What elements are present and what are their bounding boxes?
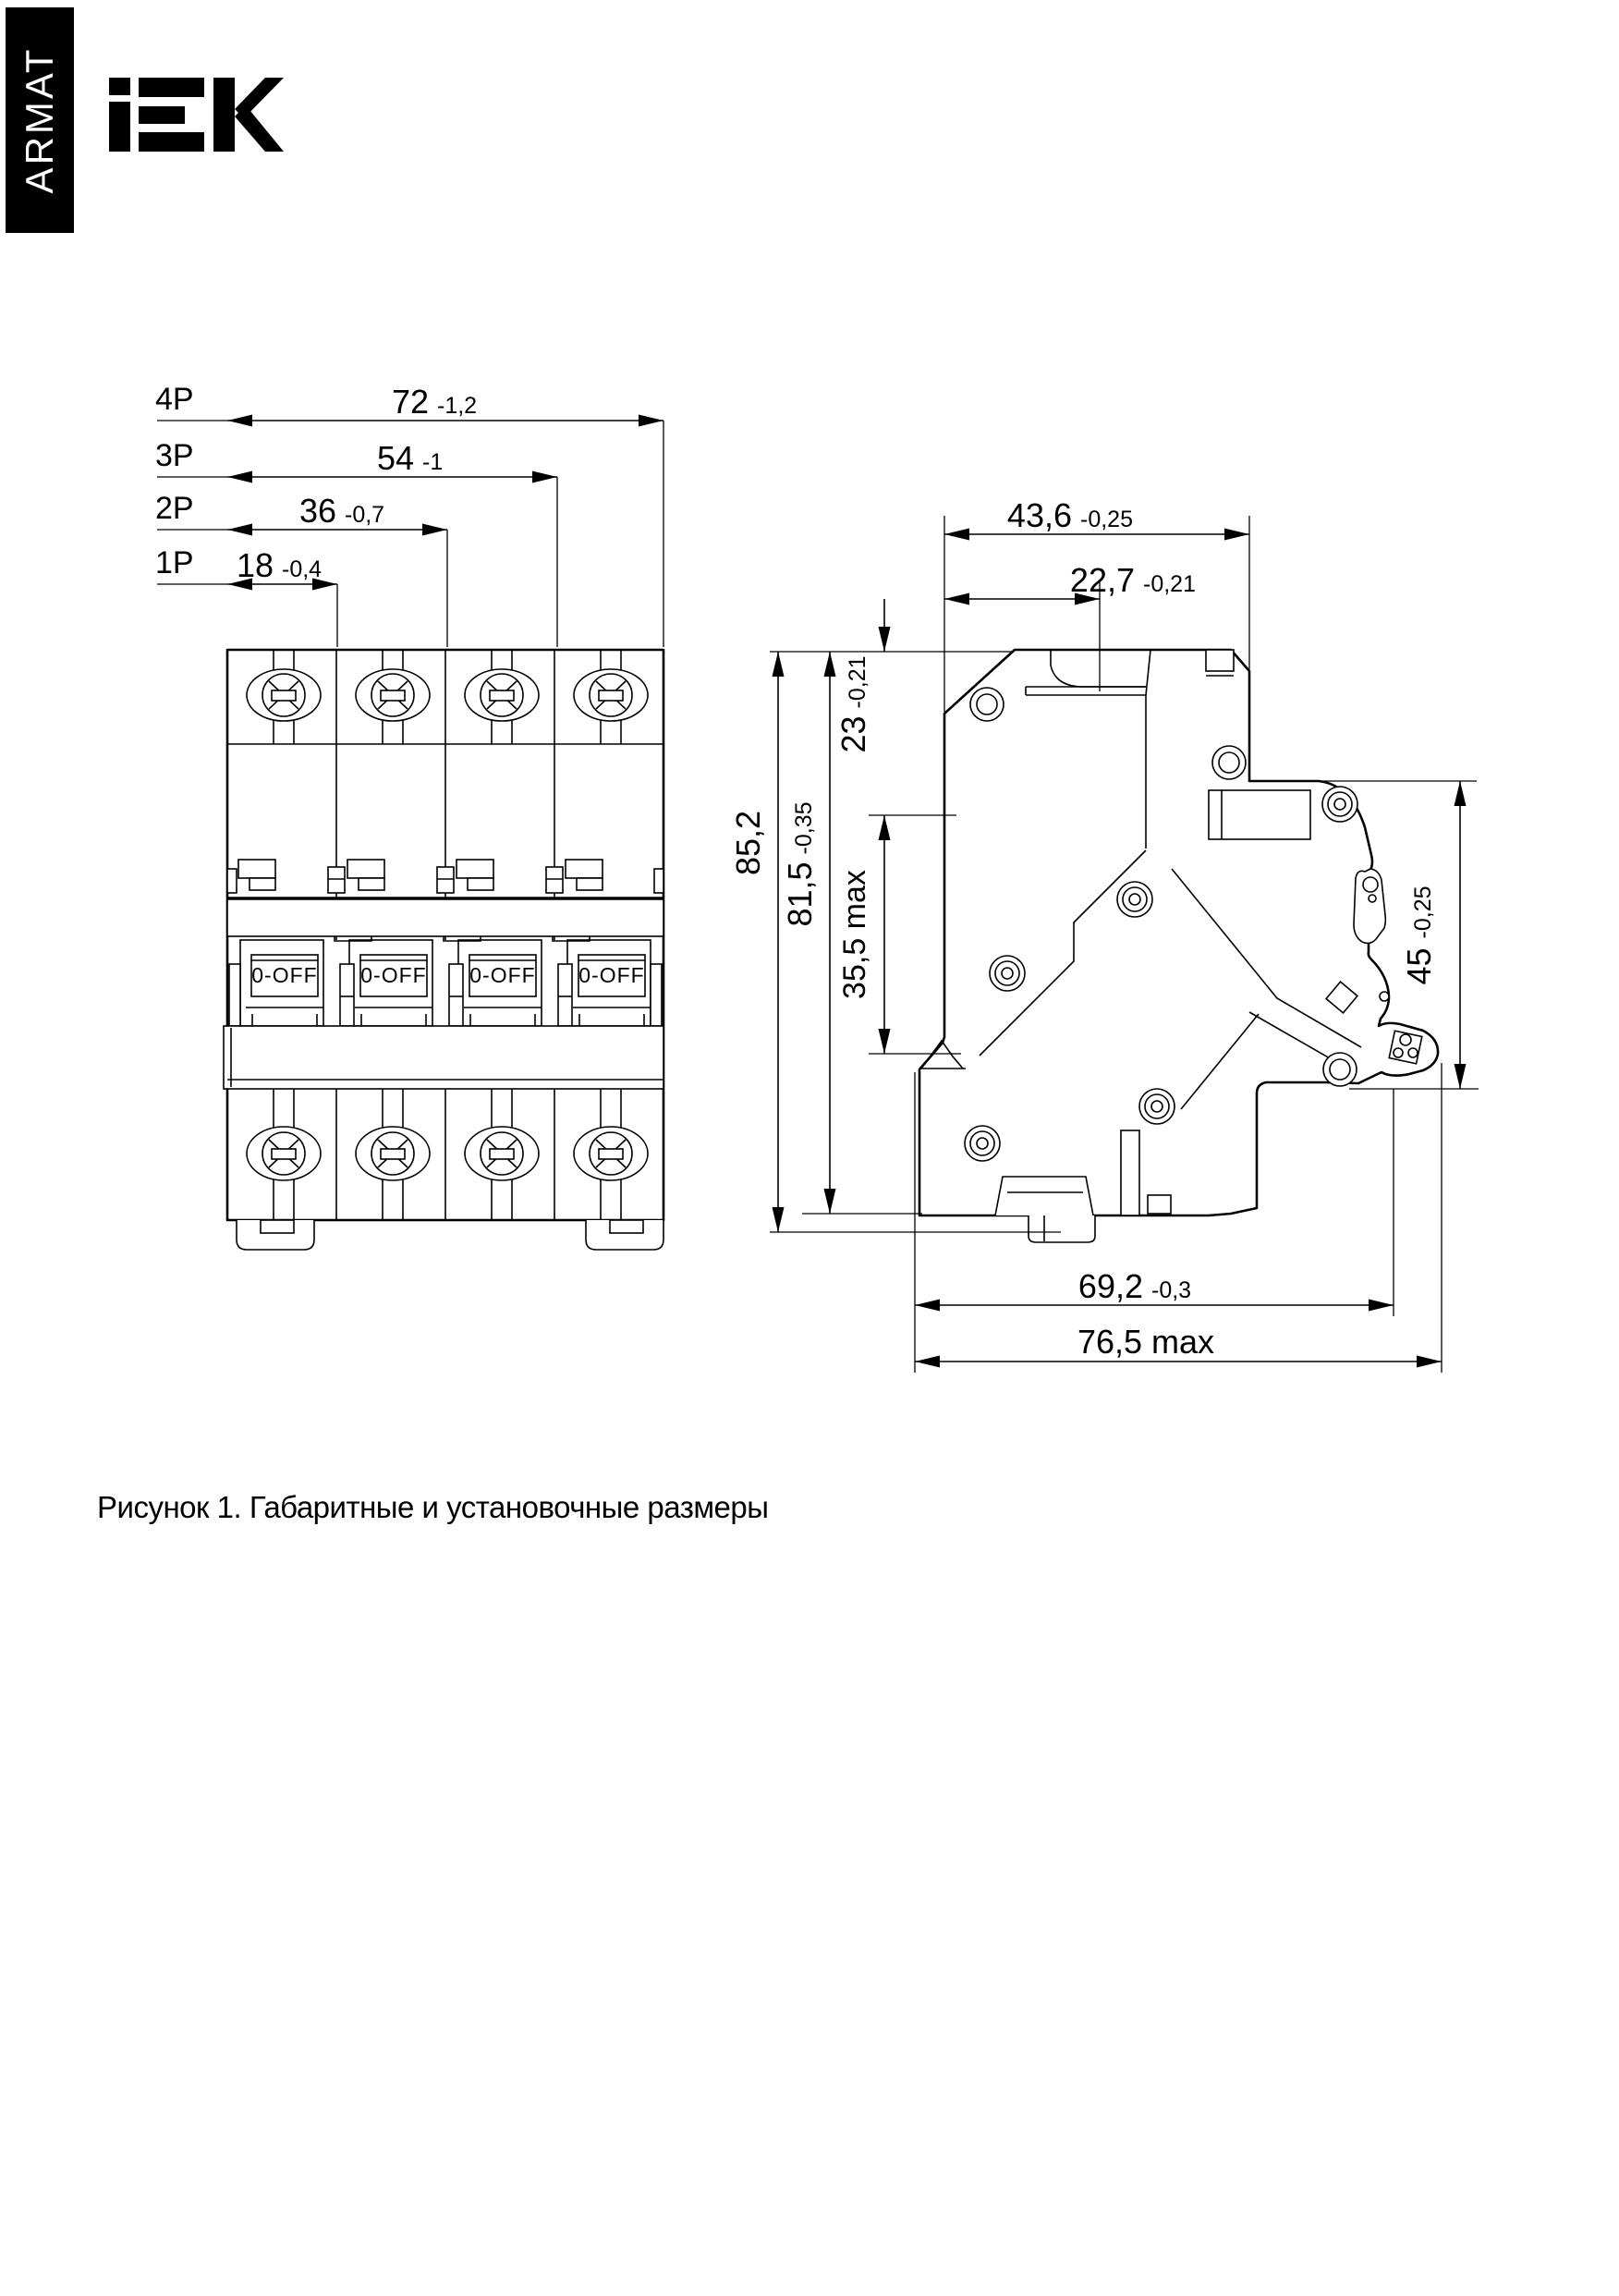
dim-2p-label: 2P <box>155 491 194 526</box>
dim-depth-overall: 76,5 max <box>1077 1323 1215 1361</box>
dim-1p-tol: -0,4 <box>282 556 323 582</box>
dim-face-recess: 35,5 max <box>837 870 872 999</box>
dim-height-case: 81,5-0,35 <box>781 801 819 927</box>
dim-offset-top: 23-0,21 <box>834 655 872 753</box>
side-view <box>919 650 1438 1242</box>
switch-label-1: 0-OFF <box>251 963 318 987</box>
dim-width-recess-value: 22,7 <box>1069 561 1135 599</box>
dim-3p-label: 3P <box>155 438 194 473</box>
dim-1p-label: 1P <box>155 545 194 580</box>
dim-width-top-value: 43,6 <box>1006 496 1072 534</box>
brand-vertical-label: ARMAT <box>18 46 61 194</box>
dim-2p-tol: -0,7 <box>345 502 385 528</box>
dim-4p-value: 72 <box>391 383 429 421</box>
dim-width-recess-tol: -0,21 <box>1143 571 1196 597</box>
switch-label-2: 0-OFF <box>360 963 427 987</box>
dim-width-top-tol: -0,25 <box>1080 507 1133 532</box>
dim-3p-tol: -1 <box>422 449 444 475</box>
dim-height-overall: 85,2 <box>729 810 767 876</box>
dim-3p-value: 54 <box>376 439 414 477</box>
dim-4p-tol: -1,2 <box>437 393 478 419</box>
figure-caption: Рисунок 1. Габаритные и установочные размеры <box>97 1490 769 1524</box>
dim-depth-case-value: 69,2 <box>1077 1267 1143 1305</box>
dim-4p-label: 4P <box>155 382 194 417</box>
switch-label-3: 0-OFF <box>469 963 536 987</box>
front-view <box>224 650 663 1250</box>
dim-2p-value: 36 <box>298 492 336 530</box>
dim-1p-value: 18 <box>236 546 274 584</box>
dim-depth-case-tol: -0,3 <box>1151 1277 1192 1303</box>
front-dimensions <box>155 382 663 647</box>
switch-label-4: 0-OFF <box>578 963 645 987</box>
dim-front-section: 45-0,25 <box>1400 885 1438 985</box>
